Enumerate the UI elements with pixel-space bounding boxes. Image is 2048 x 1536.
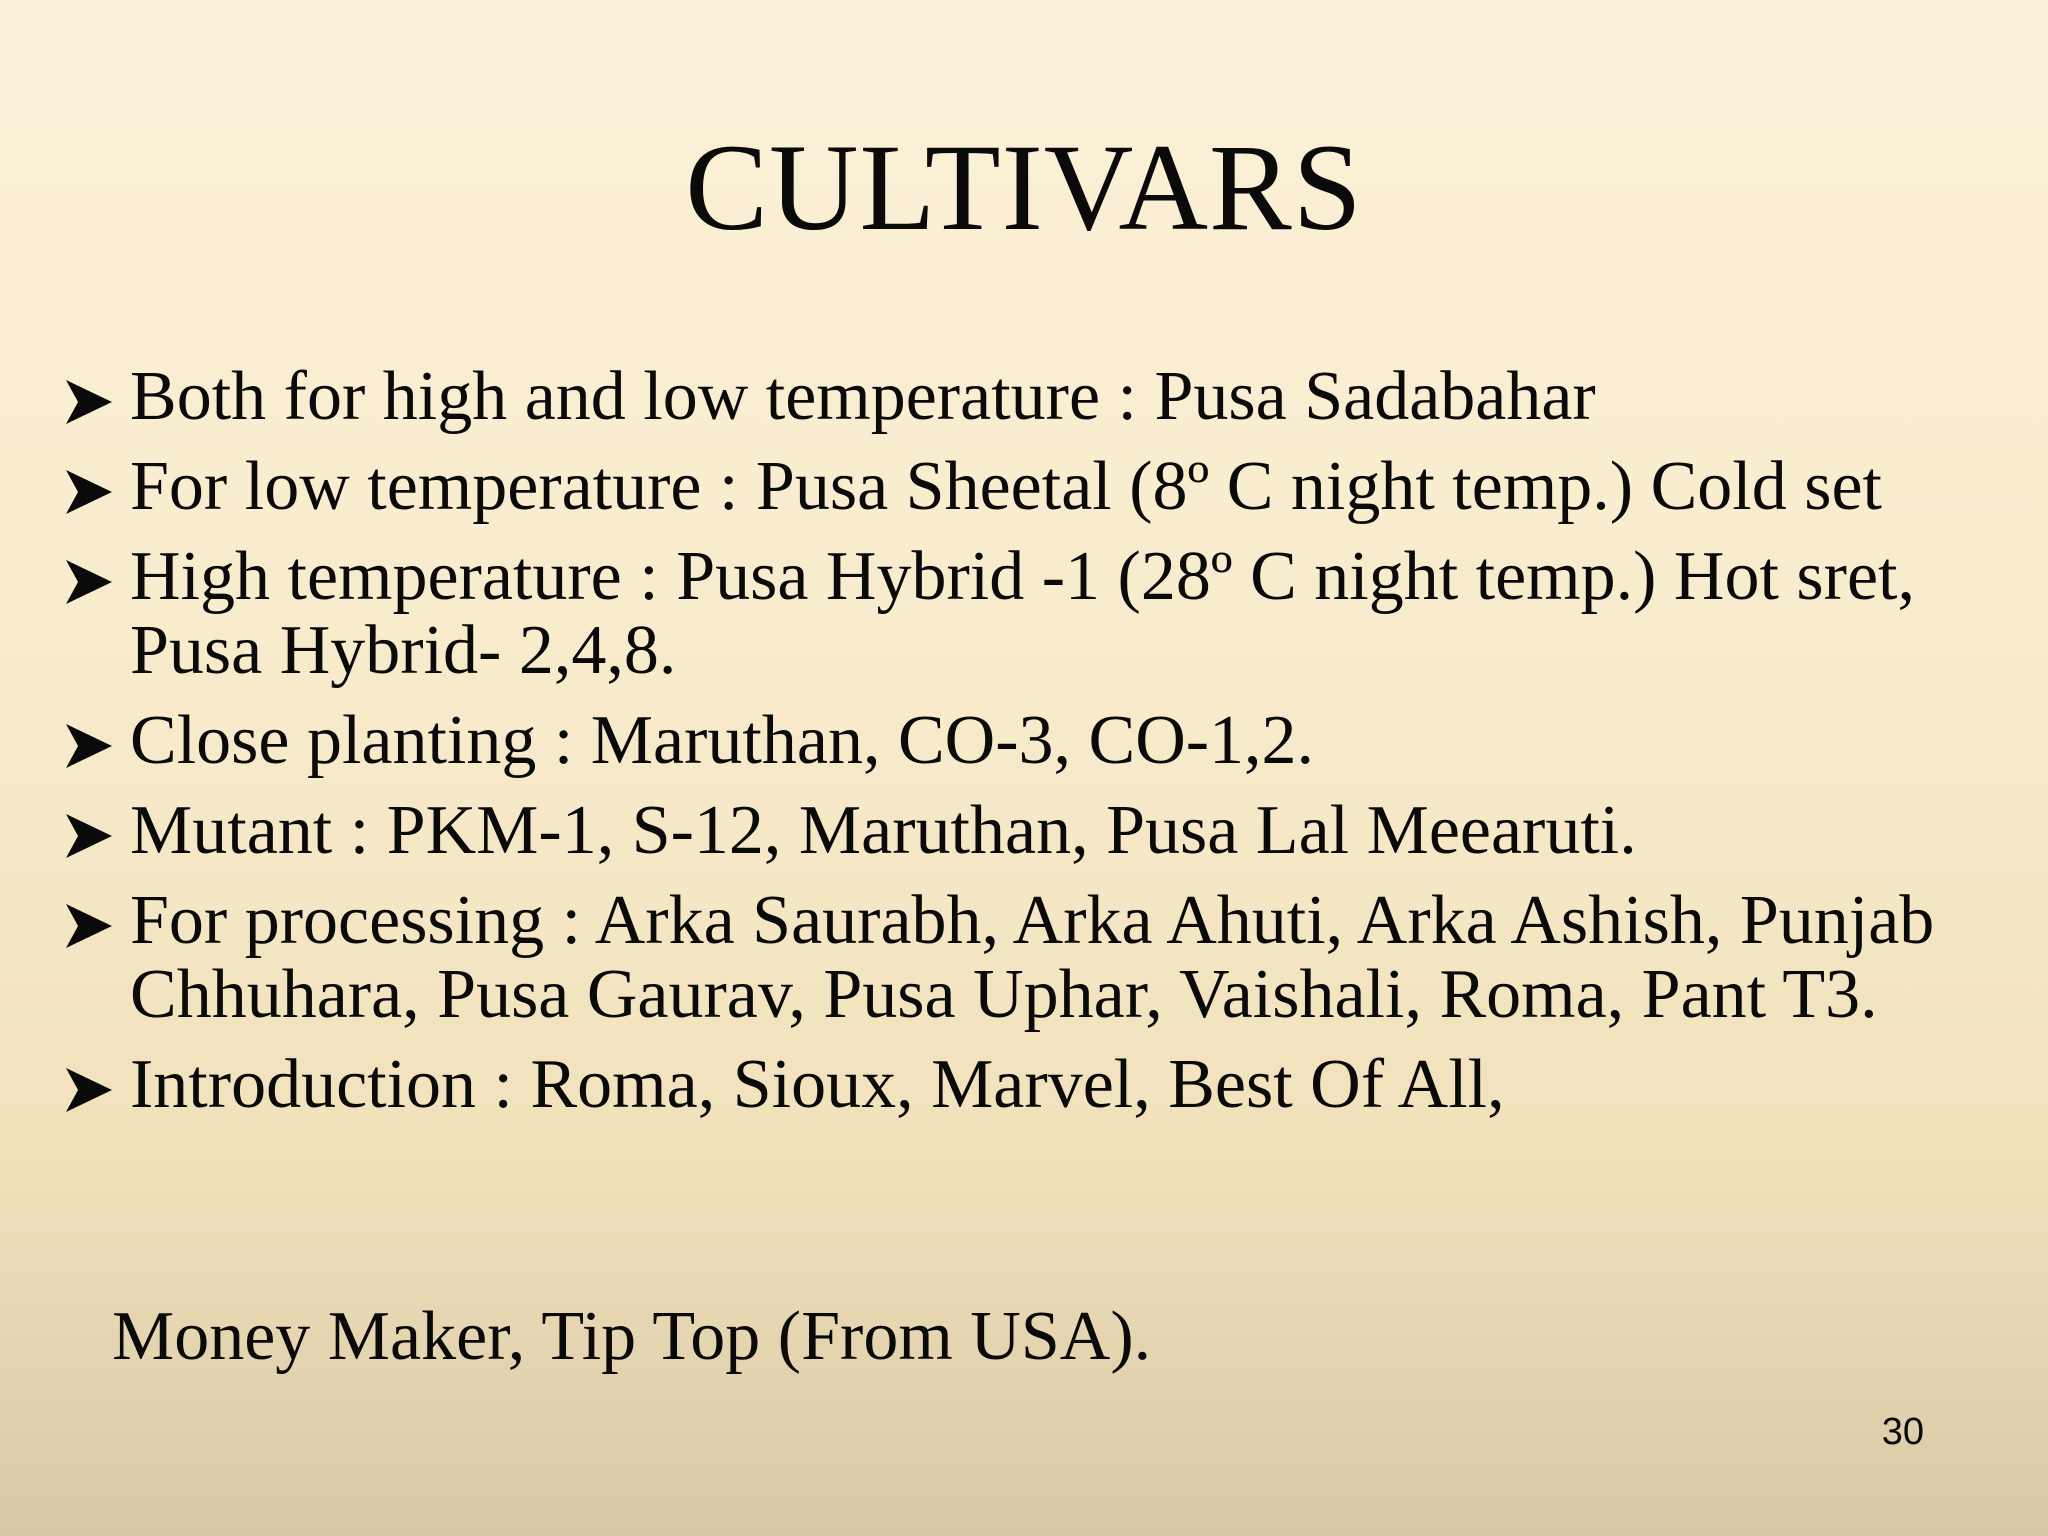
bullet-text: Mutant : PKM-1, S-12, Maruthan, Pusa Lal Meearuti.	[130, 792, 1637, 869]
arrow-bullet-icon	[60, 794, 120, 868]
bullet-text: Introduction : Roma, Sioux, Marvel, Best Of All,	[130, 1046, 1505, 1123]
bullet-item	[56, 360, 1986, 434]
arrow-bullet-icon	[60, 360, 120, 434]
bullet-text: Both for high and low temperature : Pusa Sadabahar	[130, 358, 1596, 435]
bullet-text: High temperature : Pusa Hybrid -1 (28º C night temp.) Hot sret, Pusa Hybrid- 2,4,8.	[130, 538, 1915, 689]
arrow-bullet-icon	[60, 1048, 120, 1122]
arrow-bullet-icon	[60, 450, 120, 524]
continuation-text: Money Maker, Tip Top (From USA).	[112, 1298, 1152, 1375]
bullet-item	[56, 704, 1986, 778]
arrow-bullet-icon	[60, 704, 120, 778]
slide-title: CULTIVARS	[685, 119, 1363, 256]
arrow-bullet-icon	[60, 540, 120, 614]
page-number: 30	[1881, 1411, 1924, 1453]
bullet-item	[56, 1048, 1986, 1122]
bullet-text: For low temperature : Pusa Sheetal (8º C night temp.) Cold set	[130, 448, 1882, 525]
bullet-list	[56, 360, 1986, 1138]
bullet-item	[56, 450, 1986, 524]
bullet-item	[56, 884, 1986, 1032]
bullet-item	[56, 794, 1986, 868]
bullet-text: Close planting : Maruthan, CO-3, CO-1,2.	[130, 702, 1315, 779]
bullet-item	[56, 540, 1986, 688]
arrow-bullet-icon	[60, 884, 120, 958]
bullet-text: For processing : Arka Saurabh, Arka Ahuti, Arka Ashish, Punjab Chhuhara, Pusa Gaurav, Pusa Uphar, Vaishali, Roma, Pant T3.	[130, 882, 1935, 1033]
